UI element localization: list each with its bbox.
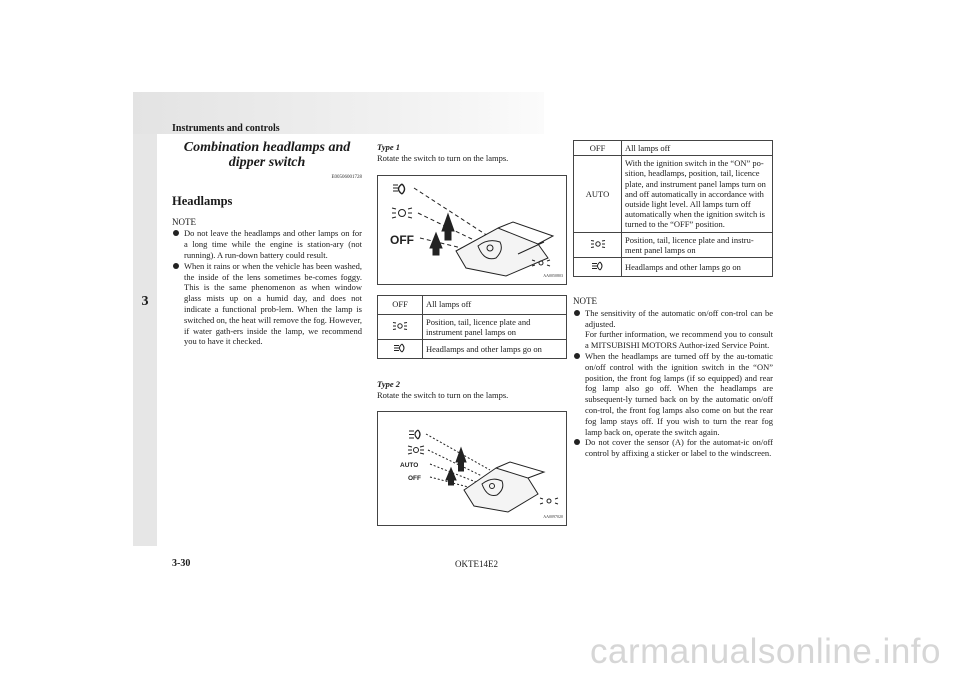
note-item	[172, 228, 362, 260]
table-text-cell: With the ignition switch in the “ON” po-sition, headlamps, position, tail, licence plate, and instrument panel lamps turn on and off automatically in accordance with outside light level. All lamps turn off automatically when the ignition switch is turned to the “OFF” position.	[622, 156, 773, 232]
figure-code: AA0050803	[543, 272, 563, 278]
note-text: When it rains or when the vehicle has been washed, the inside of the lens sometimes be-comes foggy. This is the same phenomenon as when window glass mists up on a humid day, and does not indicate a functional prob-lem. When the lamp is switched on, the heat will remove the fog. However, if water gath-ers inside the lamp, we recommend you to have it checked.	[184, 260, 362, 347]
table-symbol-cell	[378, 314, 423, 339]
headlamp-icon	[409, 430, 420, 439]
chapter-number: 3	[141, 294, 149, 309]
fig-off-label: OFF	[408, 474, 421, 482]
note-list	[172, 228, 362, 347]
middle-column	[377, 142, 567, 526]
watermark: carmanualsonline.info	[590, 632, 941, 671]
table-row	[378, 340, 567, 359]
table-symbol-cell: OFF	[378, 295, 423, 314]
note-text: The sensitivity of the automatic on/off con-trol can be adjusted. For further information, we recommend you to consult a MITSUBISHI MOTORS Author-ized Service Point.	[585, 307, 773, 351]
note-item	[573, 308, 773, 351]
type2-switch-figure	[377, 411, 567, 526]
bullet-icon	[574, 310, 580, 316]
page-number: 3-30	[172, 558, 191, 569]
table-text-cell: Position, tail, licence plate and instru-ment panel lamps on	[622, 232, 773, 257]
headlamps-heading: Headlamps	[172, 193, 233, 208]
type1-switch-figure	[377, 175, 567, 285]
note-text: When the headlamps are turned off by the au-tomatic on/off control with the ignition switch in the “ON” position, the front fog lamps (if so equipped) and rear fog lamp also go off. When the headlamps are subsequent-ly turned back on by the automatic on/off con-trol, the front fog lamps also come on but the rear fog lamp stays off. If you wish to turn the rear fog lamp back on, operate the switch again.	[585, 351, 773, 437]
switch-illustration-type1	[378, 176, 568, 286]
bullet-icon	[574, 439, 580, 445]
type2-label: Type 2	[377, 379, 401, 389]
table-symbol-cell	[378, 340, 423, 359]
type2-table	[573, 140, 773, 277]
table-symbol-cell: AUTO	[574, 156, 622, 232]
bullet-icon	[574, 353, 580, 359]
note-label: NOTE	[172, 216, 196, 227]
position-lamp-icon	[392, 208, 412, 218]
section-title: Combination headlamps and dipper switch	[183, 140, 351, 170]
type2-text: Rotate the switch to turn on the lamps.	[377, 389, 509, 400]
table-row	[574, 258, 773, 277]
table-text-cell: All lamps off	[622, 141, 773, 156]
section-code: E00506001728	[331, 175, 362, 180]
right-column	[573, 140, 773, 459]
note-item	[573, 437, 773, 459]
table-text-cell: Headlamps and other lamps go on	[423, 340, 567, 359]
headlamp-icon	[393, 184, 405, 194]
table-symbol-cell: OFF	[574, 141, 622, 156]
table-row	[574, 156, 773, 232]
left-column	[172, 140, 362, 347]
chapter-tab	[133, 134, 157, 546]
table-row	[574, 232, 773, 257]
headlamp-icon	[392, 343, 408, 353]
fig-off-label: OFF	[390, 232, 414, 247]
type1-table	[377, 295, 567, 359]
position-lamp-icon	[590, 239, 606, 249]
figure-code: AA0097020	[543, 513, 563, 519]
position-lamp-icon	[408, 446, 424, 454]
table-text-cell: Headlamps and other lamps go on	[622, 258, 773, 277]
table-row	[378, 295, 567, 314]
fig-auto-label: AUTO	[400, 461, 419, 469]
position-lamp-icon	[392, 321, 408, 331]
table-row	[378, 314, 567, 339]
page-header-title: Instruments and controls	[172, 123, 280, 134]
note-text: Do not cover the sensor (A) for the automat-ic on/off control by affixing a sticker or label to the windscreen.	[585, 437, 773, 459]
doc-code: OKTE14E2	[455, 559, 498, 569]
headlamp-icon	[590, 261, 606, 271]
table-row	[574, 141, 773, 156]
table-symbol-cell	[574, 232, 622, 257]
bullet-icon	[173, 263, 179, 269]
note-item	[172, 261, 362, 347]
switch-illustration-type2	[378, 412, 568, 527]
type1-label: Type 1	[377, 142, 401, 152]
note-text: Do not leave the headlamps and other lamps on for a long time while the engine is station-ary (not running). A run-down battery could result.	[184, 228, 362, 260]
type1-text: Rotate the switch to turn on the lamps.	[377, 152, 509, 163]
note-list	[573, 308, 773, 459]
note-item	[573, 351, 773, 437]
table-symbol-cell	[574, 258, 622, 277]
note-label: NOTE	[573, 296, 597, 307]
table-text-cell: Position, tail, licence plate and instrument panel lamps on	[423, 314, 567, 339]
table-text-cell: All lamps off	[423, 295, 567, 314]
bullet-icon	[173, 230, 179, 236]
